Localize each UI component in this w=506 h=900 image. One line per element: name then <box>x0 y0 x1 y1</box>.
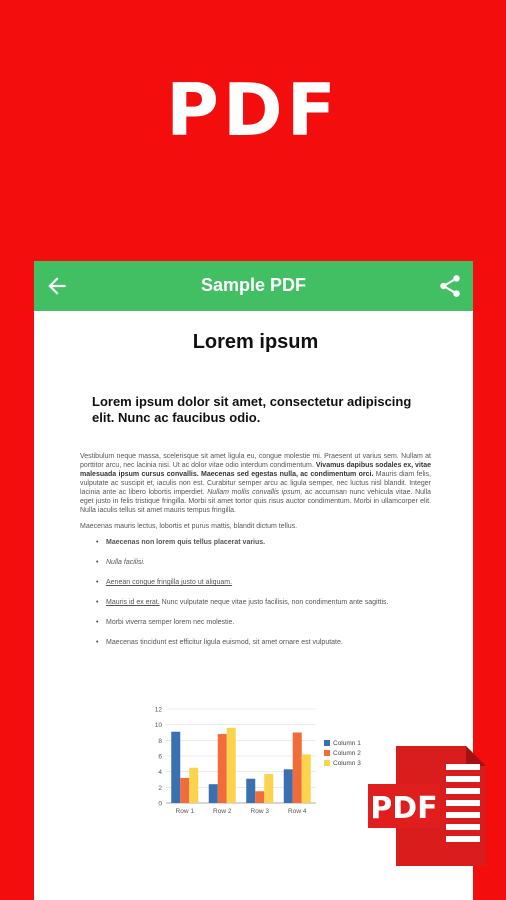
list-item <box>96 578 431 588</box>
legend-label: Column 1 <box>333 740 361 747</box>
list-item <box>96 558 431 568</box>
legend-label: Column 2 <box>333 750 361 757</box>
app-bar <box>34 261 473 311</box>
legend-label: Column 3 <box>333 760 361 767</box>
list-item <box>96 538 431 548</box>
hero-title: PDF <box>166 68 340 152</box>
bar <box>171 732 180 803</box>
list-item-text: Morbi viverra semper lorem nec molestie. <box>106 619 235 626</box>
y-tick-label: 6 <box>158 753 162 761</box>
y-tick-label: 8 <box>158 737 162 745</box>
paragraph-italic-text: Nullam mollis convallis ipsum, <box>207 489 303 496</box>
bar <box>246 779 255 803</box>
bar <box>264 774 273 803</box>
x-tick-label: Row 2 <box>213 808 232 815</box>
bar-chart-svg <box>146 701 376 821</box>
document-heading: Lorem ipsum <box>192 331 319 353</box>
y-tick-label: 0 <box>158 800 162 808</box>
bar <box>180 778 189 803</box>
y-tick-label: 10 <box>154 722 162 730</box>
bar <box>302 754 311 803</box>
document-paragraph: Maecenas mauris lectus, lobortis et purus mattis, blandit dictum tellus. <box>80 523 298 530</box>
list-item-text: Maecenas non lorem quis tellus placerat varius. <box>106 539 266 546</box>
y-tick-label: 12 <box>154 706 162 714</box>
legend-swatch <box>324 740 330 746</box>
bar <box>189 768 198 803</box>
x-tick-label: Row 1 <box>175 808 194 815</box>
list-item-text: Nunc vulputate neque vitae justo facilisis, non condimentum ante sagittis. <box>159 599 389 606</box>
paragraph-text: ac accumsan nunc vehicula vitae. Nulla eget justo in felis tristique fringilla. Morbi sit amet tortor quis risus auctor condimentum. Morbi in ullamcorper elit. Nulla iaculis tellus sit amet mauris tempus fringilla. <box>80 489 432 514</box>
paragraph-text: Vestibulum neque massa, scelerisque sit amet ligula eu, congue molestie mi. Praesent ut varius sem. Nullam at porttitor arcu, nec lacinia nisi. Ut ac dolor vitae odio interdum condimentum. <box>80 453 431 469</box>
paragraph-text: Mauris diam felis, vulputate ac suscipit et, iaculis non est. Curabitur semper arcu ac ligula semper, nec luctus nisl blandit. Integer lacinia ante ac libero lobortis imperdiet. <box>80 471 431 496</box>
x-tick-label: Row 4 <box>288 808 307 815</box>
bar <box>209 784 218 803</box>
list-item-text: Maecenas tincidunt est efficitur ligula euismod, sit amet ornare est vulputate. <box>106 639 343 646</box>
share-icon[interactable] <box>437 273 463 299</box>
document-list <box>80 538 431 648</box>
bar <box>293 733 302 804</box>
document-subheading: Lorem ipsum dolor sit amet, consectetur adipiscing elit. Nunc ac faucibus odio. <box>92 394 412 425</box>
legend-swatch <box>324 750 330 756</box>
list-item-text: Aenean congue fringilla justo ut aliquam. <box>106 579 233 586</box>
bar <box>218 734 227 803</box>
pdf-badge-label: PDF <box>370 791 438 826</box>
list-item <box>96 638 431 648</box>
bar <box>227 728 236 803</box>
list-item <box>96 598 431 608</box>
legend-swatch <box>324 760 330 766</box>
bar <box>255 791 264 803</box>
pdf-file-icon <box>368 746 486 866</box>
bar <box>284 769 293 803</box>
paragraph-bold-text: Vivamus dapibus sodales ex, vitae malesuada ipsum cursus convallis. Maecenas sed egestas nulla, ac condimentum orci. <box>80 462 431 478</box>
bar-chart <box>146 701 376 821</box>
list-item-link[interactable]: Mauris id ex erat. <box>106 599 160 606</box>
list-item-text: Nulla facilisi. <box>106 559 145 566</box>
x-tick-label: Row 3 <box>250 808 269 815</box>
y-tick-label: 4 <box>158 769 162 777</box>
document-paragraph <box>80 452 431 515</box>
app-bar-title: Sample PDF <box>200 275 307 295</box>
y-tick-label: 2 <box>158 784 162 792</box>
pdf-document <box>80 331 431 658</box>
list-item <box>96 618 431 628</box>
